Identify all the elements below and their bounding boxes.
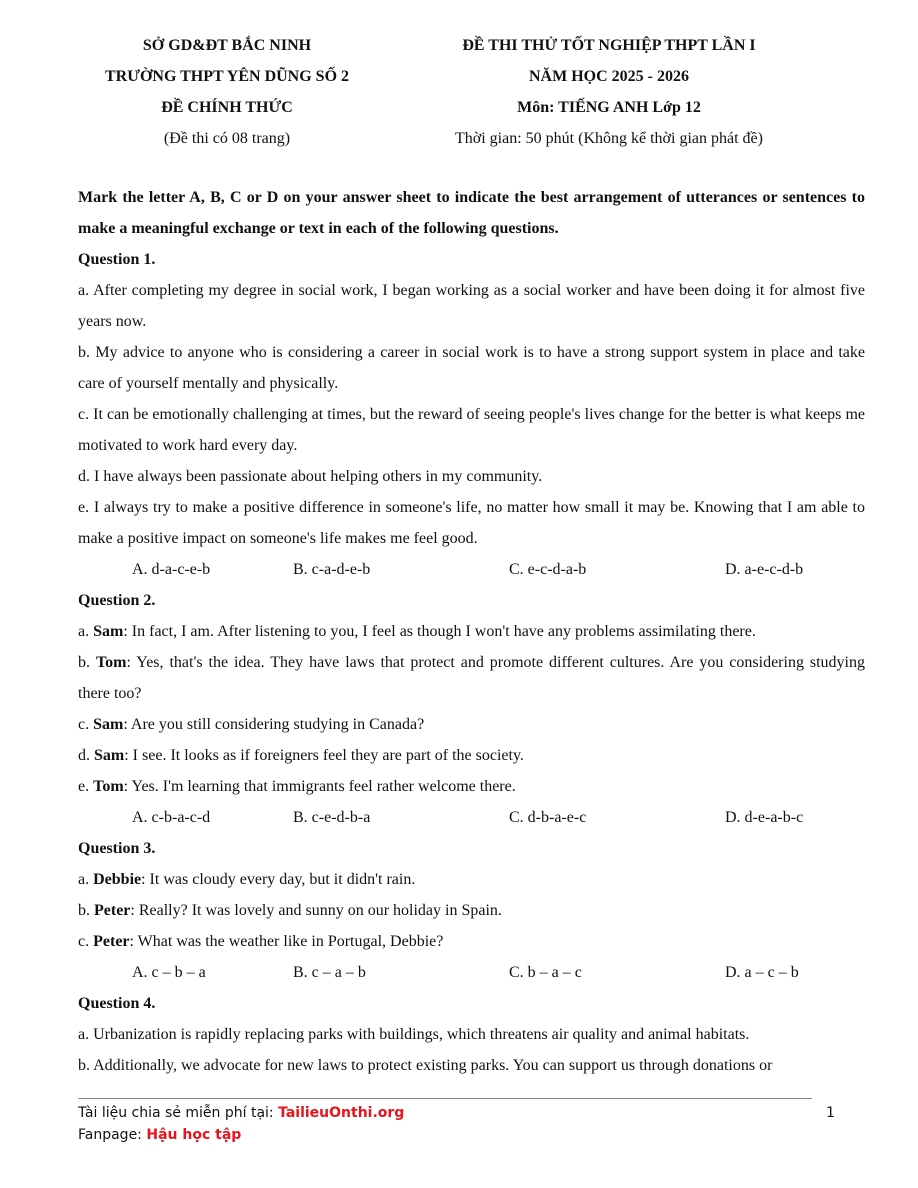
line-prefix: a. xyxy=(78,871,94,888)
line-prefix: d. xyxy=(78,468,94,485)
page-number: 1 xyxy=(826,1105,835,1121)
speaker-name: Tom xyxy=(93,778,124,795)
line-prefix: c. xyxy=(78,716,94,733)
option-b: B. c-e-d-b-a xyxy=(293,809,371,826)
line-text: I always try to make a positive difference in someone's life, no matter how small it may be. Knowing that I am able to make a positive impact on someone's life makes me feel good. xyxy=(78,499,865,547)
department-name: SỞ GD&ĐT BẮC NINH xyxy=(142,37,312,54)
question-line xyxy=(78,275,865,337)
speaker-name: Debbie xyxy=(93,871,142,888)
question-line xyxy=(78,895,865,926)
line-prefix: c. xyxy=(78,406,94,423)
line-text: Additionally, we advocate for new laws to protect existing parks. You can support us through donations or xyxy=(93,1057,773,1074)
line-text: : In fact, I am. After listening to you, I feel as though I won't have any problems assimilating there. xyxy=(123,623,756,640)
line-prefix: a. xyxy=(78,623,94,640)
speaker-name: Sam xyxy=(94,747,125,764)
line-text: I have always been passionate about helping others in my community. xyxy=(94,468,543,485)
answer-options xyxy=(78,554,865,585)
line-text: : Yes, that's the idea. They have laws that protect and promote different cultures. Are you considering studying there too? xyxy=(78,654,866,702)
answer-options xyxy=(78,957,865,988)
speaker-name: Sam xyxy=(93,623,124,640)
header-left xyxy=(88,30,366,154)
option-d: D. a – c – b xyxy=(725,964,799,981)
header-right xyxy=(420,30,798,154)
line-prefix: c. xyxy=(78,933,94,950)
option-a: A. c-b-a-c-d xyxy=(132,809,211,826)
footer-fanpage-link[interactable]: Hậu học tập xyxy=(146,1127,242,1143)
line-text: : What was the weather like in Portugal, Debbie? xyxy=(129,933,444,950)
option-b: B. c-a-d-e-b xyxy=(293,561,371,578)
question-line xyxy=(78,771,865,802)
question-title: Question 4. xyxy=(78,995,156,1012)
footer-line-1 xyxy=(78,1102,404,1124)
question-line xyxy=(78,926,865,957)
question-title: Question 2. xyxy=(78,592,156,609)
question-title: Question 3. xyxy=(78,840,156,857)
school-year: NĂM HỌC 2025 - 2026 xyxy=(529,68,689,85)
pages-note: (Đề thi có 08 trang) xyxy=(163,130,291,147)
option-c: C. d-b-a-e-c xyxy=(509,809,587,826)
line-text: Urbanization is rapidly replacing parks with buildings, which threatens air quality and animal habitats. xyxy=(93,1026,750,1043)
question-line xyxy=(78,616,865,647)
line-prefix: b. xyxy=(78,902,94,919)
page-footer xyxy=(78,1102,404,1146)
instruction: Mark the letter A, B, C or D on your answer sheet to indicate the best arrangement of utterances or sentences to make a meaningful exchange or text in each of the following questions. xyxy=(78,189,865,237)
question-line xyxy=(78,337,865,399)
footer-divider xyxy=(78,1098,812,1099)
line-prefix: a. xyxy=(78,1026,94,1043)
line-text: It can be emotionally challenging at times, but the reward of seeing people's lives change for the better is what keeps me motivated to work hard every day. xyxy=(78,406,866,454)
question-line xyxy=(78,740,865,771)
line-text: : Yes. I'm learning that immigrants feel rather welcome there. xyxy=(123,778,516,795)
footer-source-label: Tài liệu chia sẻ miễn phí tại: xyxy=(78,1105,279,1121)
line-text: : Really? It was lovely and sunny on our holiday in Spain. xyxy=(130,902,502,919)
question-line xyxy=(78,709,865,740)
footer-line-2 xyxy=(78,1124,404,1146)
option-b: B. c – a – b xyxy=(293,964,366,981)
school-name: TRƯỜNG THPT YÊN DŨNG SỐ 2 xyxy=(104,68,350,85)
option-d: D. d-e-a-b-c xyxy=(725,809,804,826)
exam-content xyxy=(78,182,865,1081)
option-a: A. c – b – a xyxy=(132,964,206,981)
line-text: My advice to anyone who is considering a career in social work is to have a strong support system in place and take care of yourself mentally and physically. xyxy=(78,344,866,392)
line-prefix: a. xyxy=(78,282,94,299)
question-line xyxy=(78,647,865,709)
question-line xyxy=(78,1050,865,1081)
option-c: C. e-c-d-a-b xyxy=(509,561,587,578)
line-prefix: b. xyxy=(78,344,96,361)
question-title: Question 1. xyxy=(78,251,156,268)
line-text: : I see. It looks as if foreigners feel they are part of the society. xyxy=(124,747,524,764)
footer-source-link[interactable]: TailieuOnthi.org xyxy=(278,1105,405,1121)
speaker-name: Peter xyxy=(94,902,131,919)
option-a: A. d-a-c-e-b xyxy=(132,561,211,578)
option-c: C. b – a – c xyxy=(509,964,582,981)
exam-title: ĐỀ THI THỬ TỐT NGHIỆP THPT LẦN I xyxy=(462,37,756,54)
line-prefix: b. xyxy=(78,1057,94,1074)
speaker-name: Tom xyxy=(95,654,127,671)
question-line xyxy=(78,864,865,895)
time-allowed: Thời gian: 50 phút (Không kể thời gian phát đề) xyxy=(455,130,763,147)
question-line xyxy=(78,492,865,554)
exam-status: ĐỀ CHÍNH THỨC xyxy=(161,99,293,116)
line-prefix: d. xyxy=(78,747,94,764)
speaker-name: Peter xyxy=(93,933,130,950)
subject: Môn: TIẾNG ANH Lớp 12 xyxy=(517,99,701,116)
line-text: After completing my degree in social work, I began working as a social worker and have been doing it for almost five years now. xyxy=(78,282,866,330)
answer-options xyxy=(78,802,865,833)
question-line xyxy=(78,399,865,461)
question-line xyxy=(78,1019,865,1050)
line-prefix: e. xyxy=(78,778,94,795)
line-text: : Are you still considering studying in Canada? xyxy=(123,716,425,733)
footer-fanpage-label: Fanpage: xyxy=(78,1127,147,1143)
option-d: D. a-e-c-d-b xyxy=(725,561,804,578)
speaker-name: Sam xyxy=(93,716,124,733)
line-prefix: e. xyxy=(78,499,94,516)
question-line xyxy=(78,461,865,492)
line-text: : It was cloudy every day, but it didn't rain. xyxy=(141,871,416,888)
line-prefix: b. xyxy=(78,654,96,671)
